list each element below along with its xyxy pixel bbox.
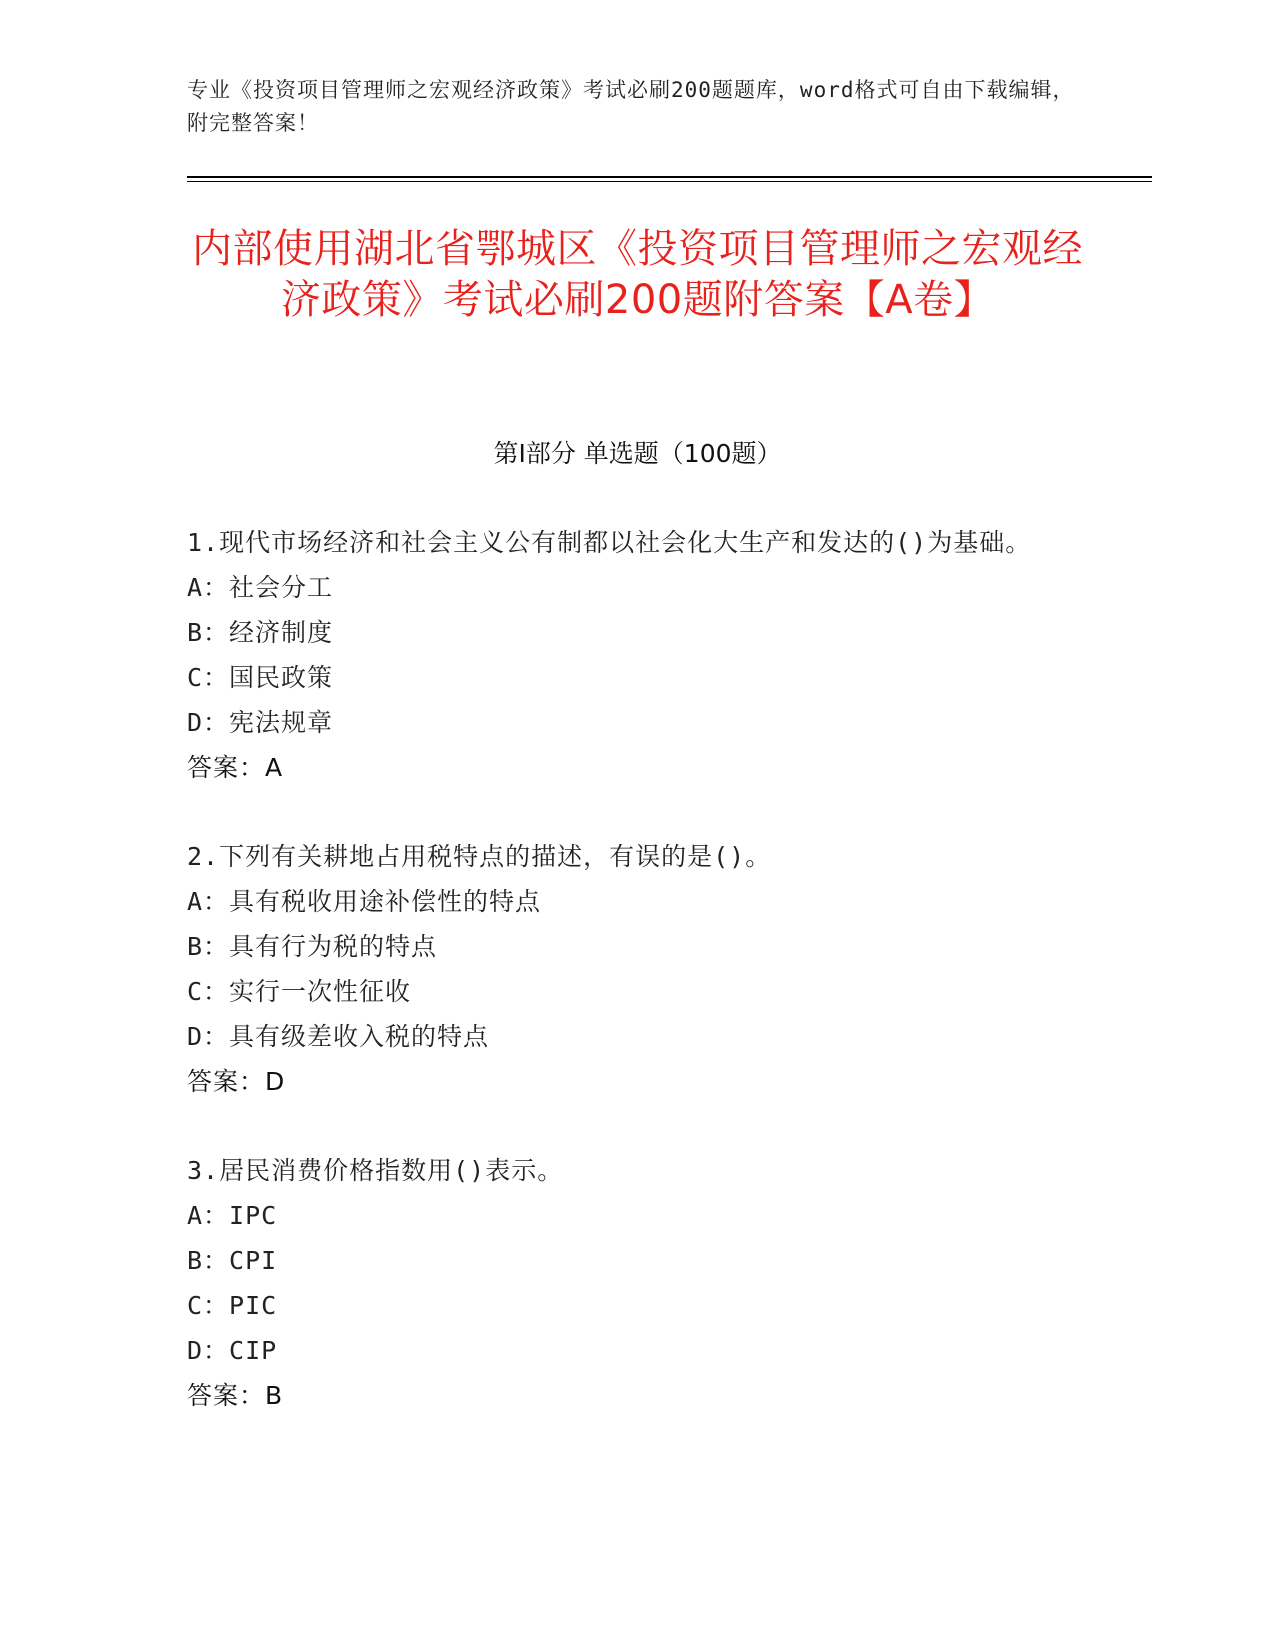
option-b: B：CPI [187,1246,278,1275]
answer: 答案：D [187,1067,286,1096]
question-stem: 3.居民消费价格指数用()表示。 [187,1156,564,1185]
header-note: 专业《投资项目管理师之宏观经济政策》考试必刷200题题库，word格式可自由下载编辑，附完整答案！ [187,78,1075,135]
document-title: 内部使用湖北省鄂城区《投资项目管理师之宏观经济政策》考试必刷200题附答案【A卷】 [192,226,1083,323]
question-stem: 2.下列有关耕地占用税特点的描述，有误的是()。 [187,842,772,871]
option-b: B：具有行为税的特点 [187,932,438,961]
option-a: A：具有税收用途补偿性的特点 [187,887,542,916]
answer: 答案：A [187,753,284,782]
option-c: C：实行一次性征收 [187,977,412,1006]
option-c: C：PIC [187,1291,278,1320]
option-d: D：具有级差收入税的特点 [187,1022,490,1051]
header-rule-thin [187,181,1152,182]
question-1 [187,520,1077,790]
answer: 答案：B [187,1381,284,1410]
question-list [187,520,1077,1462]
option-a: A：IPC [187,1201,278,1230]
option-b: B：经济制度 [187,618,334,647]
header-rule-thick [187,176,1152,178]
question-3 [187,1148,1077,1418]
section-title: 第Ⅰ部分 单选题（100题） [493,439,782,468]
option-d: D：宪法规章 [187,708,334,737]
option-d: D：CIP [187,1336,278,1365]
question-2 [187,834,1077,1104]
option-c: C：国民政策 [187,663,334,692]
question-stem: 1.现代市场经济和社会主义公有制都以社会化大生产和发达的()为基础。 [187,528,1032,557]
option-a: A：社会分工 [187,573,334,602]
